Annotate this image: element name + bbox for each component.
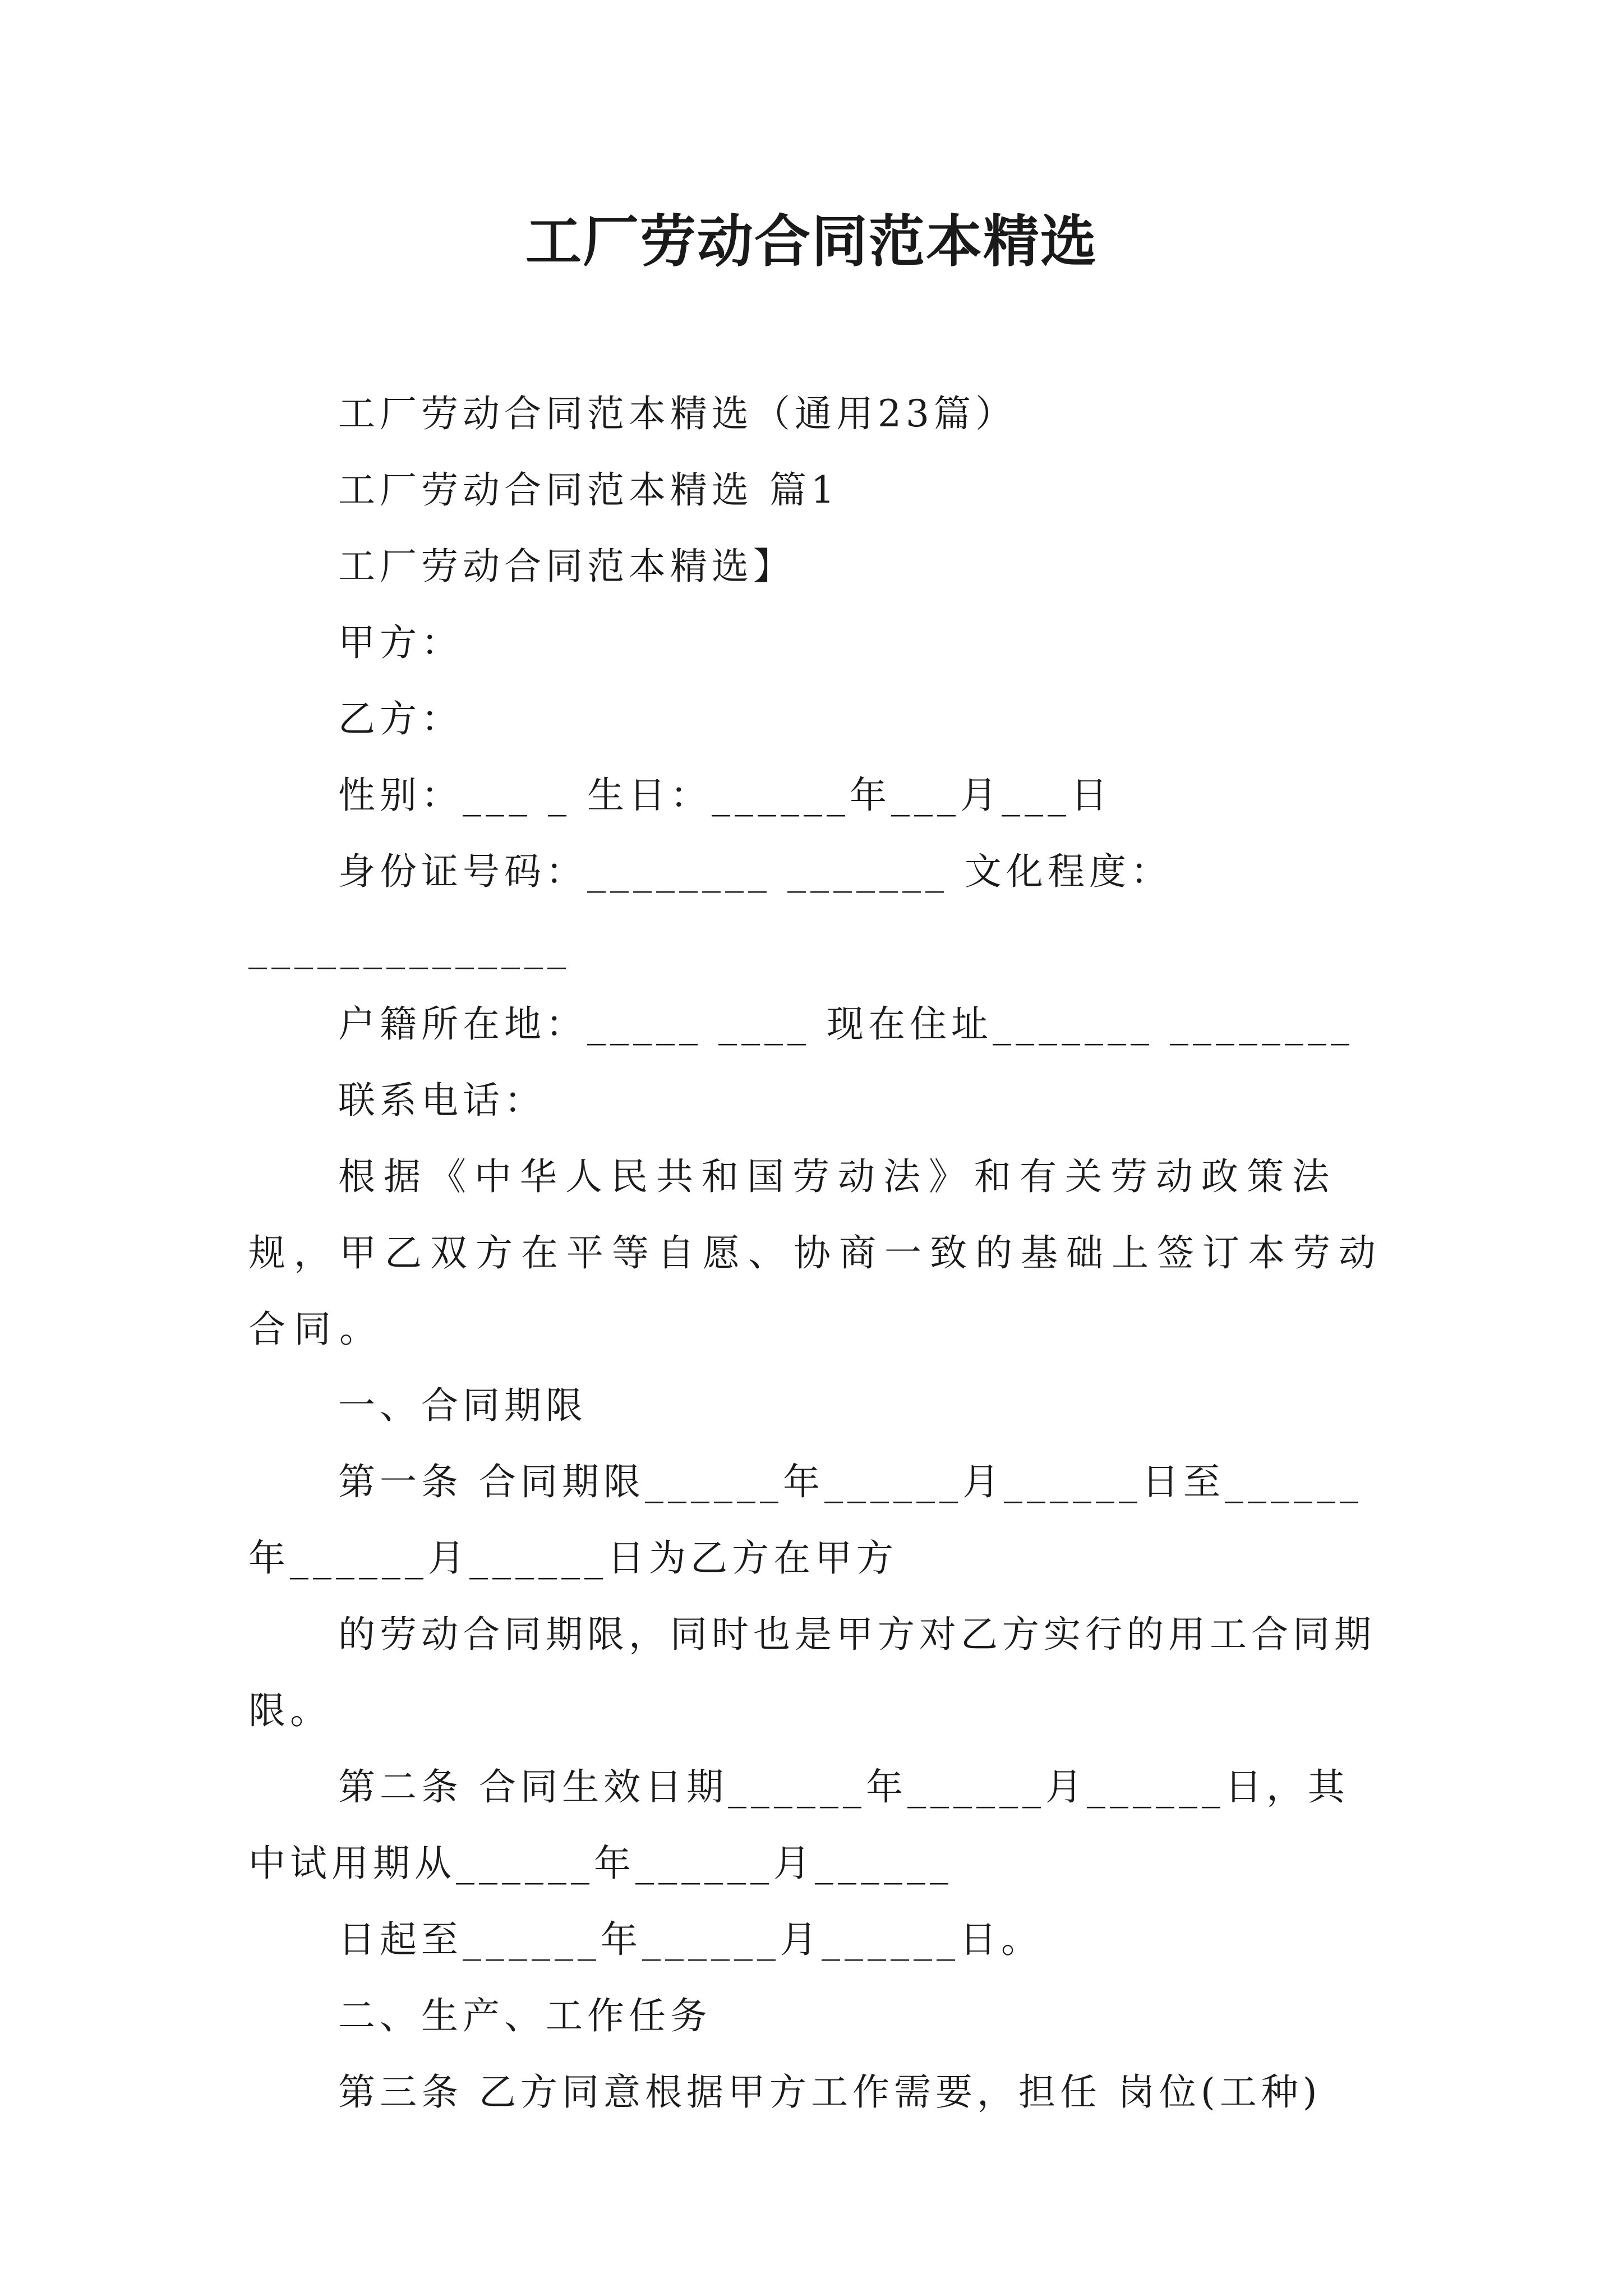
- gender-birthday-line: 性别：___ _ 生日：______年___月___日: [338, 774, 1112, 817]
- document-body: [248, 376, 1387, 2131]
- phone-line: 联系电话：: [338, 1079, 546, 1122]
- paragraph: 第一条 合同期限______年______月______日至______年______月______日为乙方在甲方: [248, 1460, 1363, 1580]
- party-a-line: 甲方：: [338, 621, 463, 664]
- paragraph: 工厂劳动合同范本精选 篇1: [338, 468, 839, 512]
- section-heading: 一、合同期限: [338, 1384, 587, 1427]
- paragraph: 工厂劳动合同范本精选】: [338, 545, 795, 588]
- address-line: 户籍所在地：_____ ____ 现在住址_______ ________: [338, 1002, 1354, 1046]
- paragraph: 工厂劳动合同范本精选（通用23篇）: [338, 392, 1017, 435]
- party-b-line: 乙方：: [338, 697, 463, 740]
- id-education-line: 身份证号码：________ _______ 文化程度：______________: [248, 850, 1172, 969]
- document-title: 工厂劳动合同范本精选: [525, 208, 1098, 274]
- section-heading: 二、生产、工作任务: [338, 1994, 712, 2037]
- paragraph: 的劳动合同期限，同时也是甲方对乙方实行的用工合同期限。: [248, 1613, 1376, 1732]
- paragraph: 第三条 乙方同意根据甲方工作需要，担任 岗位(工种): [338, 2070, 1322, 2114]
- paragraph: 根据《中华人民共和国劳动法》和有关劳动政策法规，甲乙双方在平等自愿、协商一致的基础上签订本劳动合同。: [248, 1155, 1384, 1351]
- paragraph: 日起至______年______月______日。: [338, 1918, 1043, 1961]
- paragraph: 第二条 合同生效日期______年______月______日，其中试用期从______年______月______: [248, 1765, 1349, 1885]
